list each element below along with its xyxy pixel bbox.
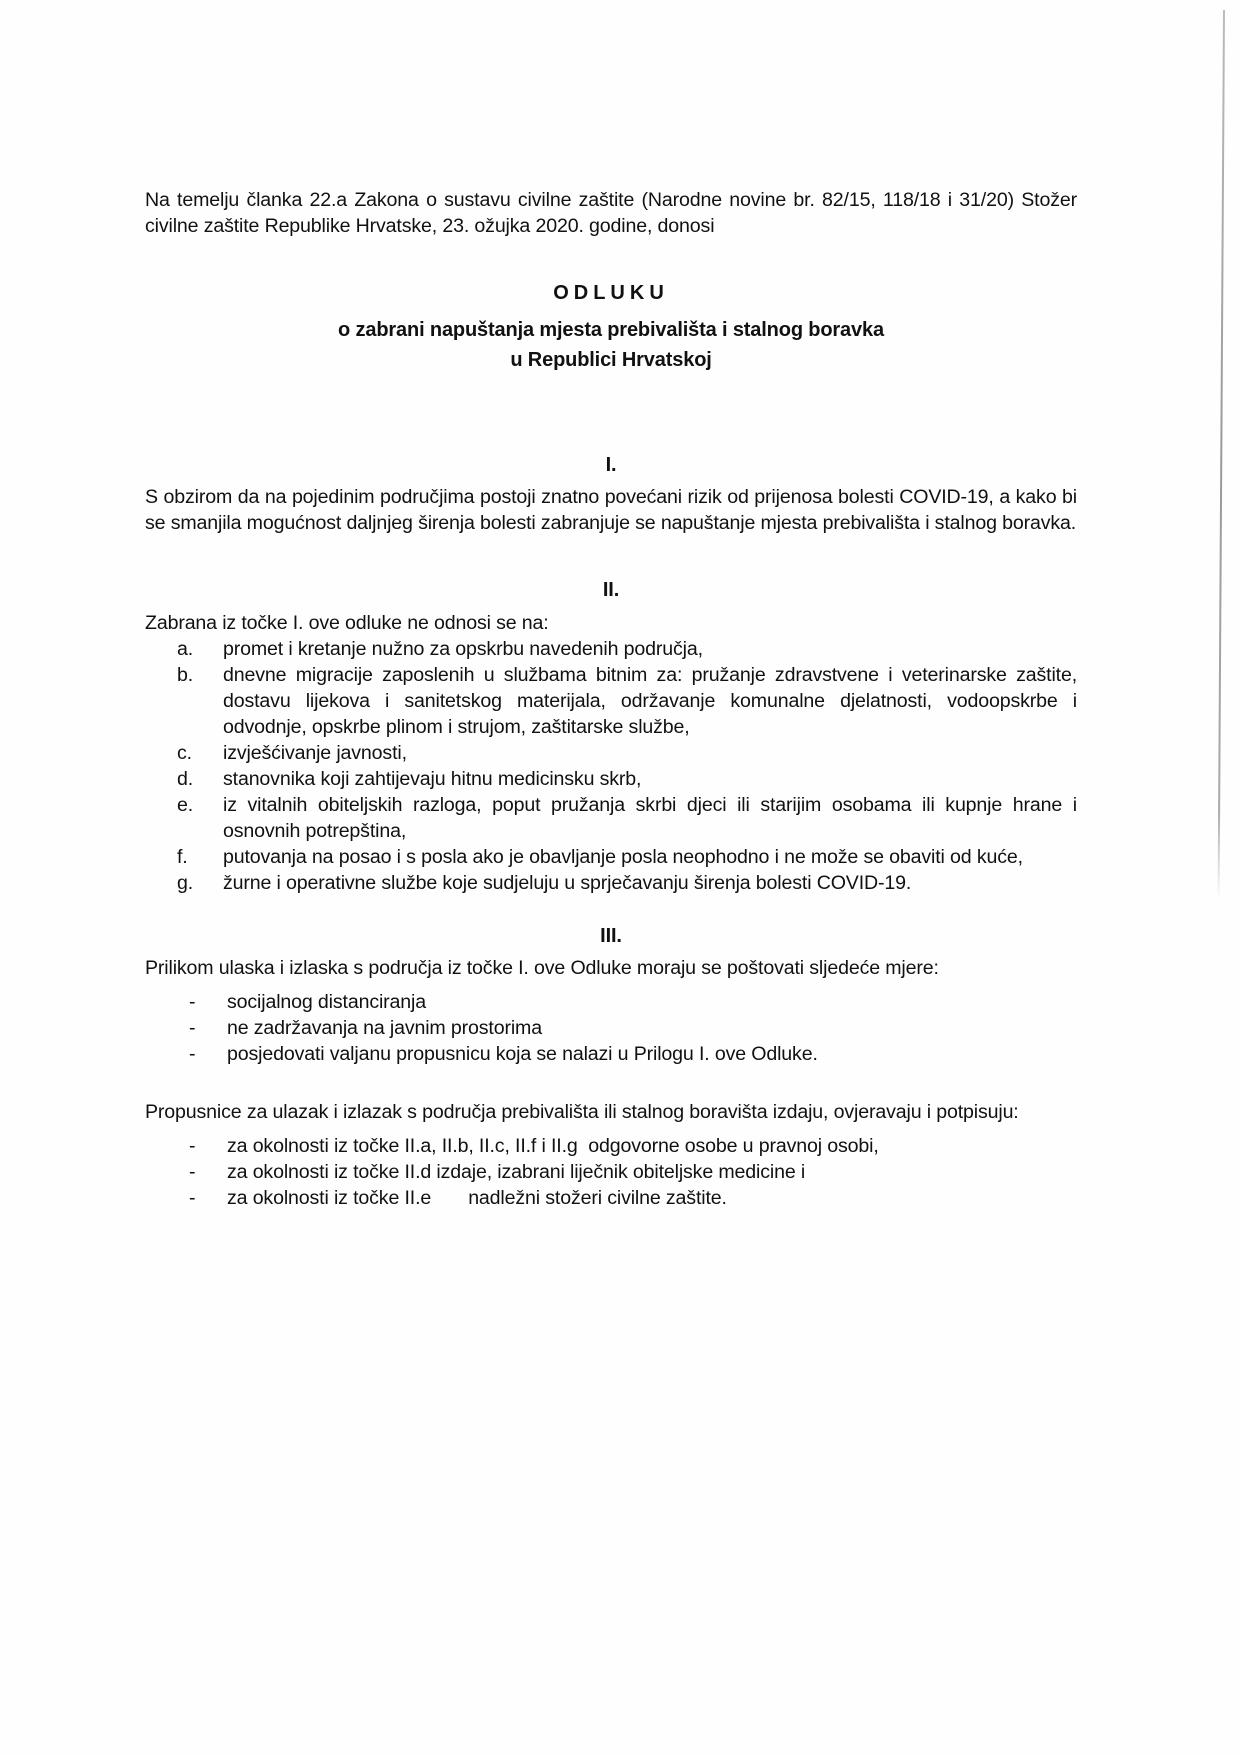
list-marker: f. <box>177 846 188 868</box>
list-item <box>145 766 1077 792</box>
document-page <box>145 187 1077 1211</box>
preamble: Na temelju članka 22.a Zakona o sustavu civilne zaštite (Narodne novine br. 82/15, 118/18 i 31/20) Stožer civilne zaštite Republike Hrvatske, 23. ožujka 2020. godine, donosi <box>145 189 1077 237</box>
document-title: ODLUKU <box>553 282 669 304</box>
section-2-intro: Zabrana iz točke I. ove odluke ne odnosi se na: <box>145 612 549 634</box>
list-item-text: dnevne migracije zaposlenih u službama bitnim za: pružanje zdravstvene i veterinarske zaštite, dostavu lijekova i sanitetskog materijala, održavanje komunalne djelatnosti, vodoopskrbe i odvodnje, opskrbe plinom i strujom, zaštitarske službe, <box>223 664 1077 738</box>
list-item <box>145 636 1077 662</box>
list-item <box>145 1185 1077 1211</box>
list-marker: d. <box>177 768 194 790</box>
dash-marker: - <box>189 1135 196 1157</box>
measures-list <box>145 989 1077 1067</box>
list-item <box>145 1159 1077 1185</box>
section-number-2: II. <box>602 579 620 601</box>
subtitle-line-1: o zabrani napuštanja mjesta prebivališta i stalnog boravka <box>338 319 884 341</box>
list-item-text-part-2: nadležni stožeri civilne zaštite. <box>468 1187 727 1209</box>
list-item-text: za okolnosti iz točke II.d izdaje, izabrani liječnik obiteljske medicine i <box>227 1161 806 1183</box>
list-marker: b. <box>177 664 194 686</box>
list-item <box>145 662 1077 740</box>
exceptions-list <box>145 636 1077 896</box>
list-item <box>145 989 1077 1015</box>
scan-edge-line <box>1218 10 1225 900</box>
section-3-intro: Prilikom ulaska i izlaska s područja iz točke I. ove Odluke moraju se poštovati sljedeće mjere: <box>145 957 939 979</box>
section-number-3: III. <box>600 925 622 947</box>
dash-marker: - <box>189 1043 196 1065</box>
dash-marker: - <box>189 991 196 1013</box>
subtitle-line-2: u Republici Hrvatskoj <box>510 349 712 371</box>
list-marker: a. <box>177 638 194 660</box>
list-item-text: za okolnosti iz točke II.a, II.b, II.c, II.f i II.g odgovorne osobe u pravnoj osobi, <box>227 1135 879 1157</box>
section-number-1: I. <box>605 454 617 476</box>
list-item-text: žurne i operativne službe koje sudjeluju u sprječavanju širenja bolesti COVID-19. <box>223 872 912 894</box>
list-item <box>145 844 1077 870</box>
list-item-text: putovanja na posao i s posla ako je obavljanje posla neophodno i ne može se obaviti od kuće, <box>223 846 1023 868</box>
list-item <box>145 792 1077 844</box>
dash-marker: - <box>189 1161 196 1183</box>
list-item <box>145 870 1077 896</box>
list-item <box>145 1133 1077 1159</box>
list-item-text: promet i kretanje nužno za opskrbu navedenih područja, <box>223 638 703 660</box>
list-marker: g. <box>177 872 194 894</box>
dash-marker: - <box>189 1187 196 1209</box>
section-1-text: S obzirom da na pojedinim područjima postoji znatno povećani rizik od prijenosa bolesti COVID-19, a kako bi se smanjila mogućnost daljnjeg širenja bolesti zabranjuje se napuštanje mjesta prebivališta i stalnog boravka. <box>145 486 1077 534</box>
list-item-text-part-1: za okolnosti iz točke II.e <box>227 1187 432 1209</box>
list-item <box>145 1015 1077 1041</box>
list-item-text: socijalnog distanciranja <box>227 991 426 1013</box>
dash-marker: - <box>189 1017 196 1039</box>
list-item-gap <box>431 1187 468 1209</box>
list-marker: c. <box>177 742 192 764</box>
list-item-text: iz vitalnih obiteljskih razloga, poput pružanja skrbi djeci ili starijim osobama ili kupnje hrane i osnovnih potrepština, <box>223 794 1077 842</box>
passes-list <box>145 1133 1077 1211</box>
list-item-text: stanovnika koji zahtijevaju hitnu medicinsku skrb, <box>223 768 642 790</box>
document-subtitle <box>145 315 1077 375</box>
passes-intro: Propusnice za ulazak i izlazak s područja prebivališta ili stalnog boravišta izdaju, ovjeravaju i potpisuju: <box>145 1101 1019 1123</box>
list-item <box>145 1041 1077 1067</box>
list-marker: e. <box>177 794 194 816</box>
list-item-text: ne zadržavanja na javnim prostorima <box>227 1017 542 1039</box>
list-item <box>145 740 1077 766</box>
list-item-text: posjedovati valjanu propusnicu koja se nalazi u Prilogu I. ove Odluke. <box>227 1043 818 1065</box>
list-item-text: izvješćivanje javnosti, <box>223 742 407 764</box>
